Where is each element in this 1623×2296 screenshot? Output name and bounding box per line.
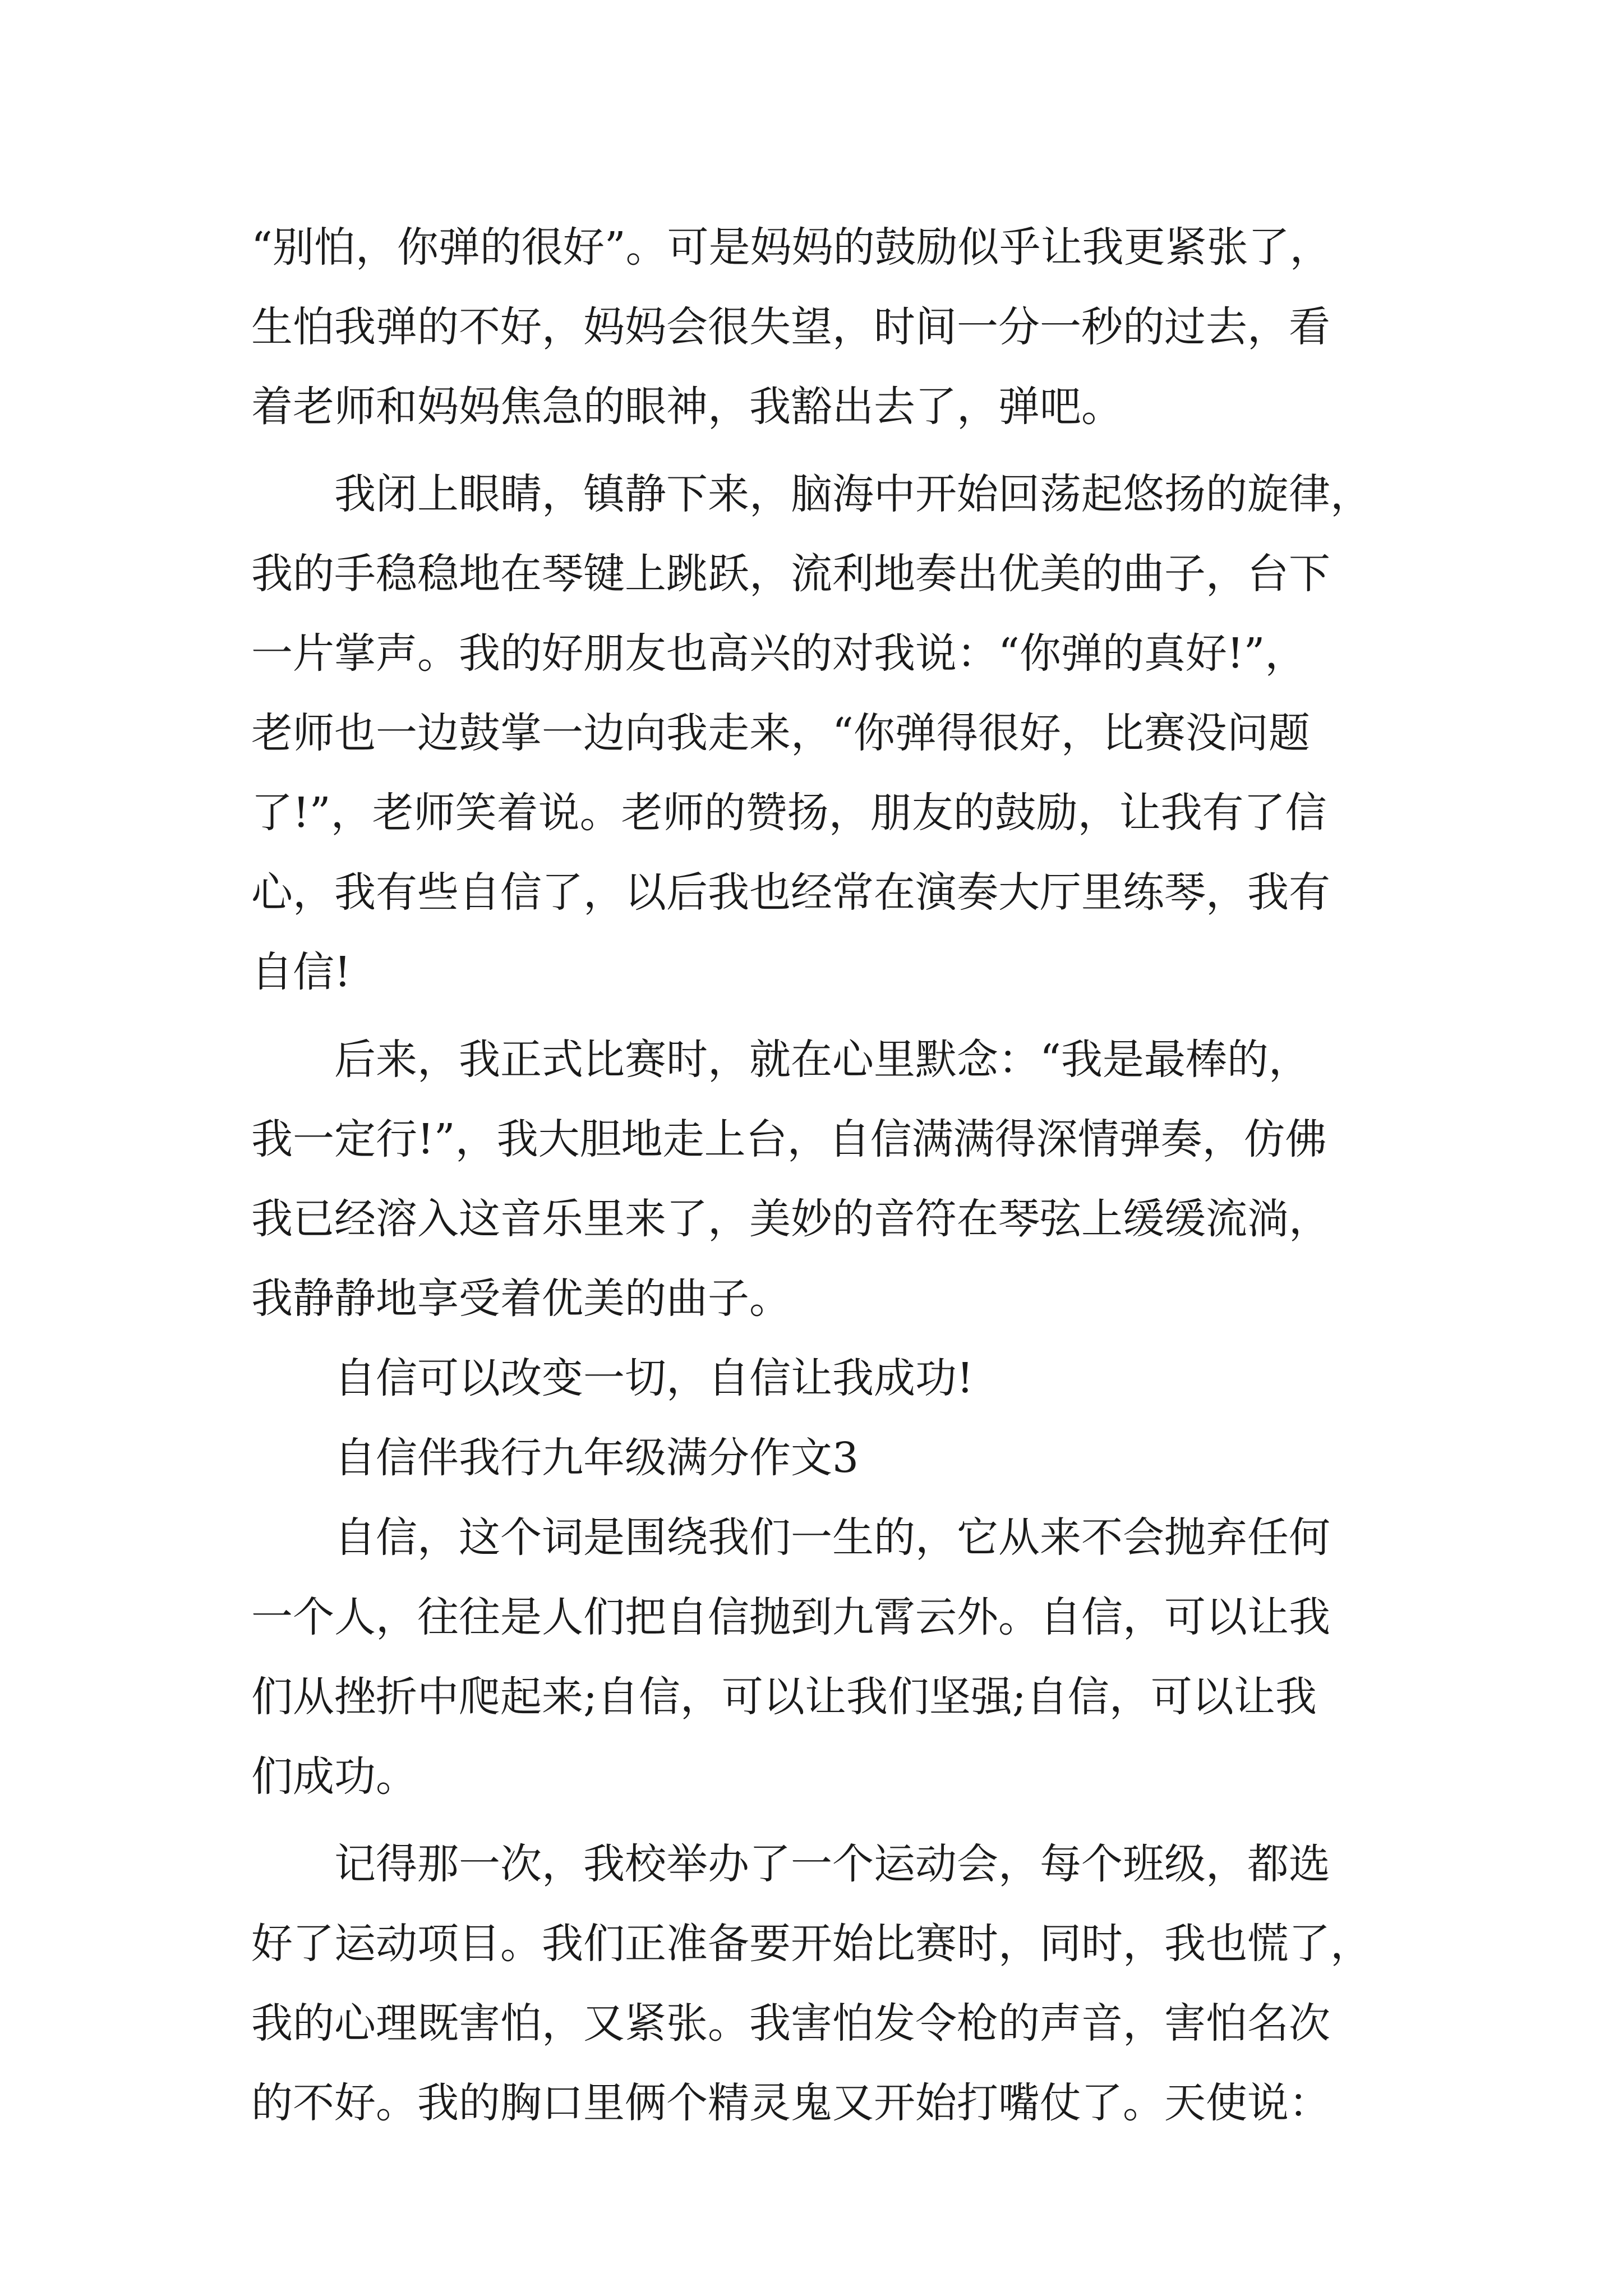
text-line: 的不好。我的胸口里俩个精灵鬼又开始打嘴仗了。天使说： [251, 2079, 1330, 2127]
section-title: 自信伴我行九年级满分作文3 [334, 1434, 859, 1482]
text-line: 生怕我弹的不好，妈妈会很失望，时间一分一秒的过去，看 [251, 303, 1330, 351]
text-line: 好了运动项目。我们正准备要开始比赛时，同时，我也慌了， [251, 1920, 1372, 1968]
paragraph-start-line: 记得那一次，我校举办了一个运动会，每个班级，都选 [334, 1840, 1330, 1888]
text-line: 我的心理既害怕，又紧张。我害怕发令枪的声音，害怕名次 [251, 1999, 1330, 2047]
text-line: 一个人，往往是人们把自信抛到九霄云外。自信，可以让我 [251, 1593, 1330, 1641]
text-line: 一片掌声。我的好朋友也高兴的对我说：“你弹的真好!”， [251, 629, 1307, 678]
paragraph-start-line: 自信，这个词是围绕我们一生的，它从来不会抛弃任何 [334, 1513, 1330, 1562]
text-line: “别怕，你弹的很好”。可是妈妈的鼓励似乎让我更紧张了， [251, 223, 1331, 272]
text-line: 了!”，老师笑着说。老师的赞扬，朋友的鼓励，让我有了信 [251, 789, 1327, 837]
body-text [251, 208, 1384, 2143]
text-line: 们成功。 [251, 1752, 417, 1801]
text-line: 我的手稳稳地在琴键上跳跃，流利地奏出优美的曲子，台下 [251, 550, 1330, 598]
paragraph-start-line: 我闭上眼睛，镇静下来，脑海中开始回荡起悠扬的旋律， [334, 470, 1372, 518]
text-line: 着老师和妈妈焦急的眼神，我豁出去了，弹吧。 [251, 383, 1123, 431]
paragraph-start-line: 后来，我正式比赛时，就在心里默念：“我是最棒的， [334, 1036, 1310, 1084]
text-line: 心，我有些自信了，以后我也经常在演奏大厅里练琴，我有 [251, 868, 1330, 917]
paragraph-start-line: 自信可以改变一切，自信让我成功! [334, 1354, 974, 1402]
text-line: 我一定行!”，我大胆地走上台，自信满满得深情弹奏，仿佛 [251, 1115, 1327, 1163]
text-line: 老师也一边鼓掌一边向我走来，“你弹得很好，比赛没问题 [251, 709, 1310, 757]
text-line: 自信! [251, 948, 351, 996]
text-line: 我静静地享受着优美的曲子。 [251, 1274, 791, 1323]
text-line: 我已经溶入这音乐里来了，美妙的音符在琴弦上缓缓流淌， [251, 1195, 1330, 1243]
text-line: 们从挫折中爬起来;自信，可以让我们坚强;自信，可以让我 [251, 1673, 1317, 1721]
